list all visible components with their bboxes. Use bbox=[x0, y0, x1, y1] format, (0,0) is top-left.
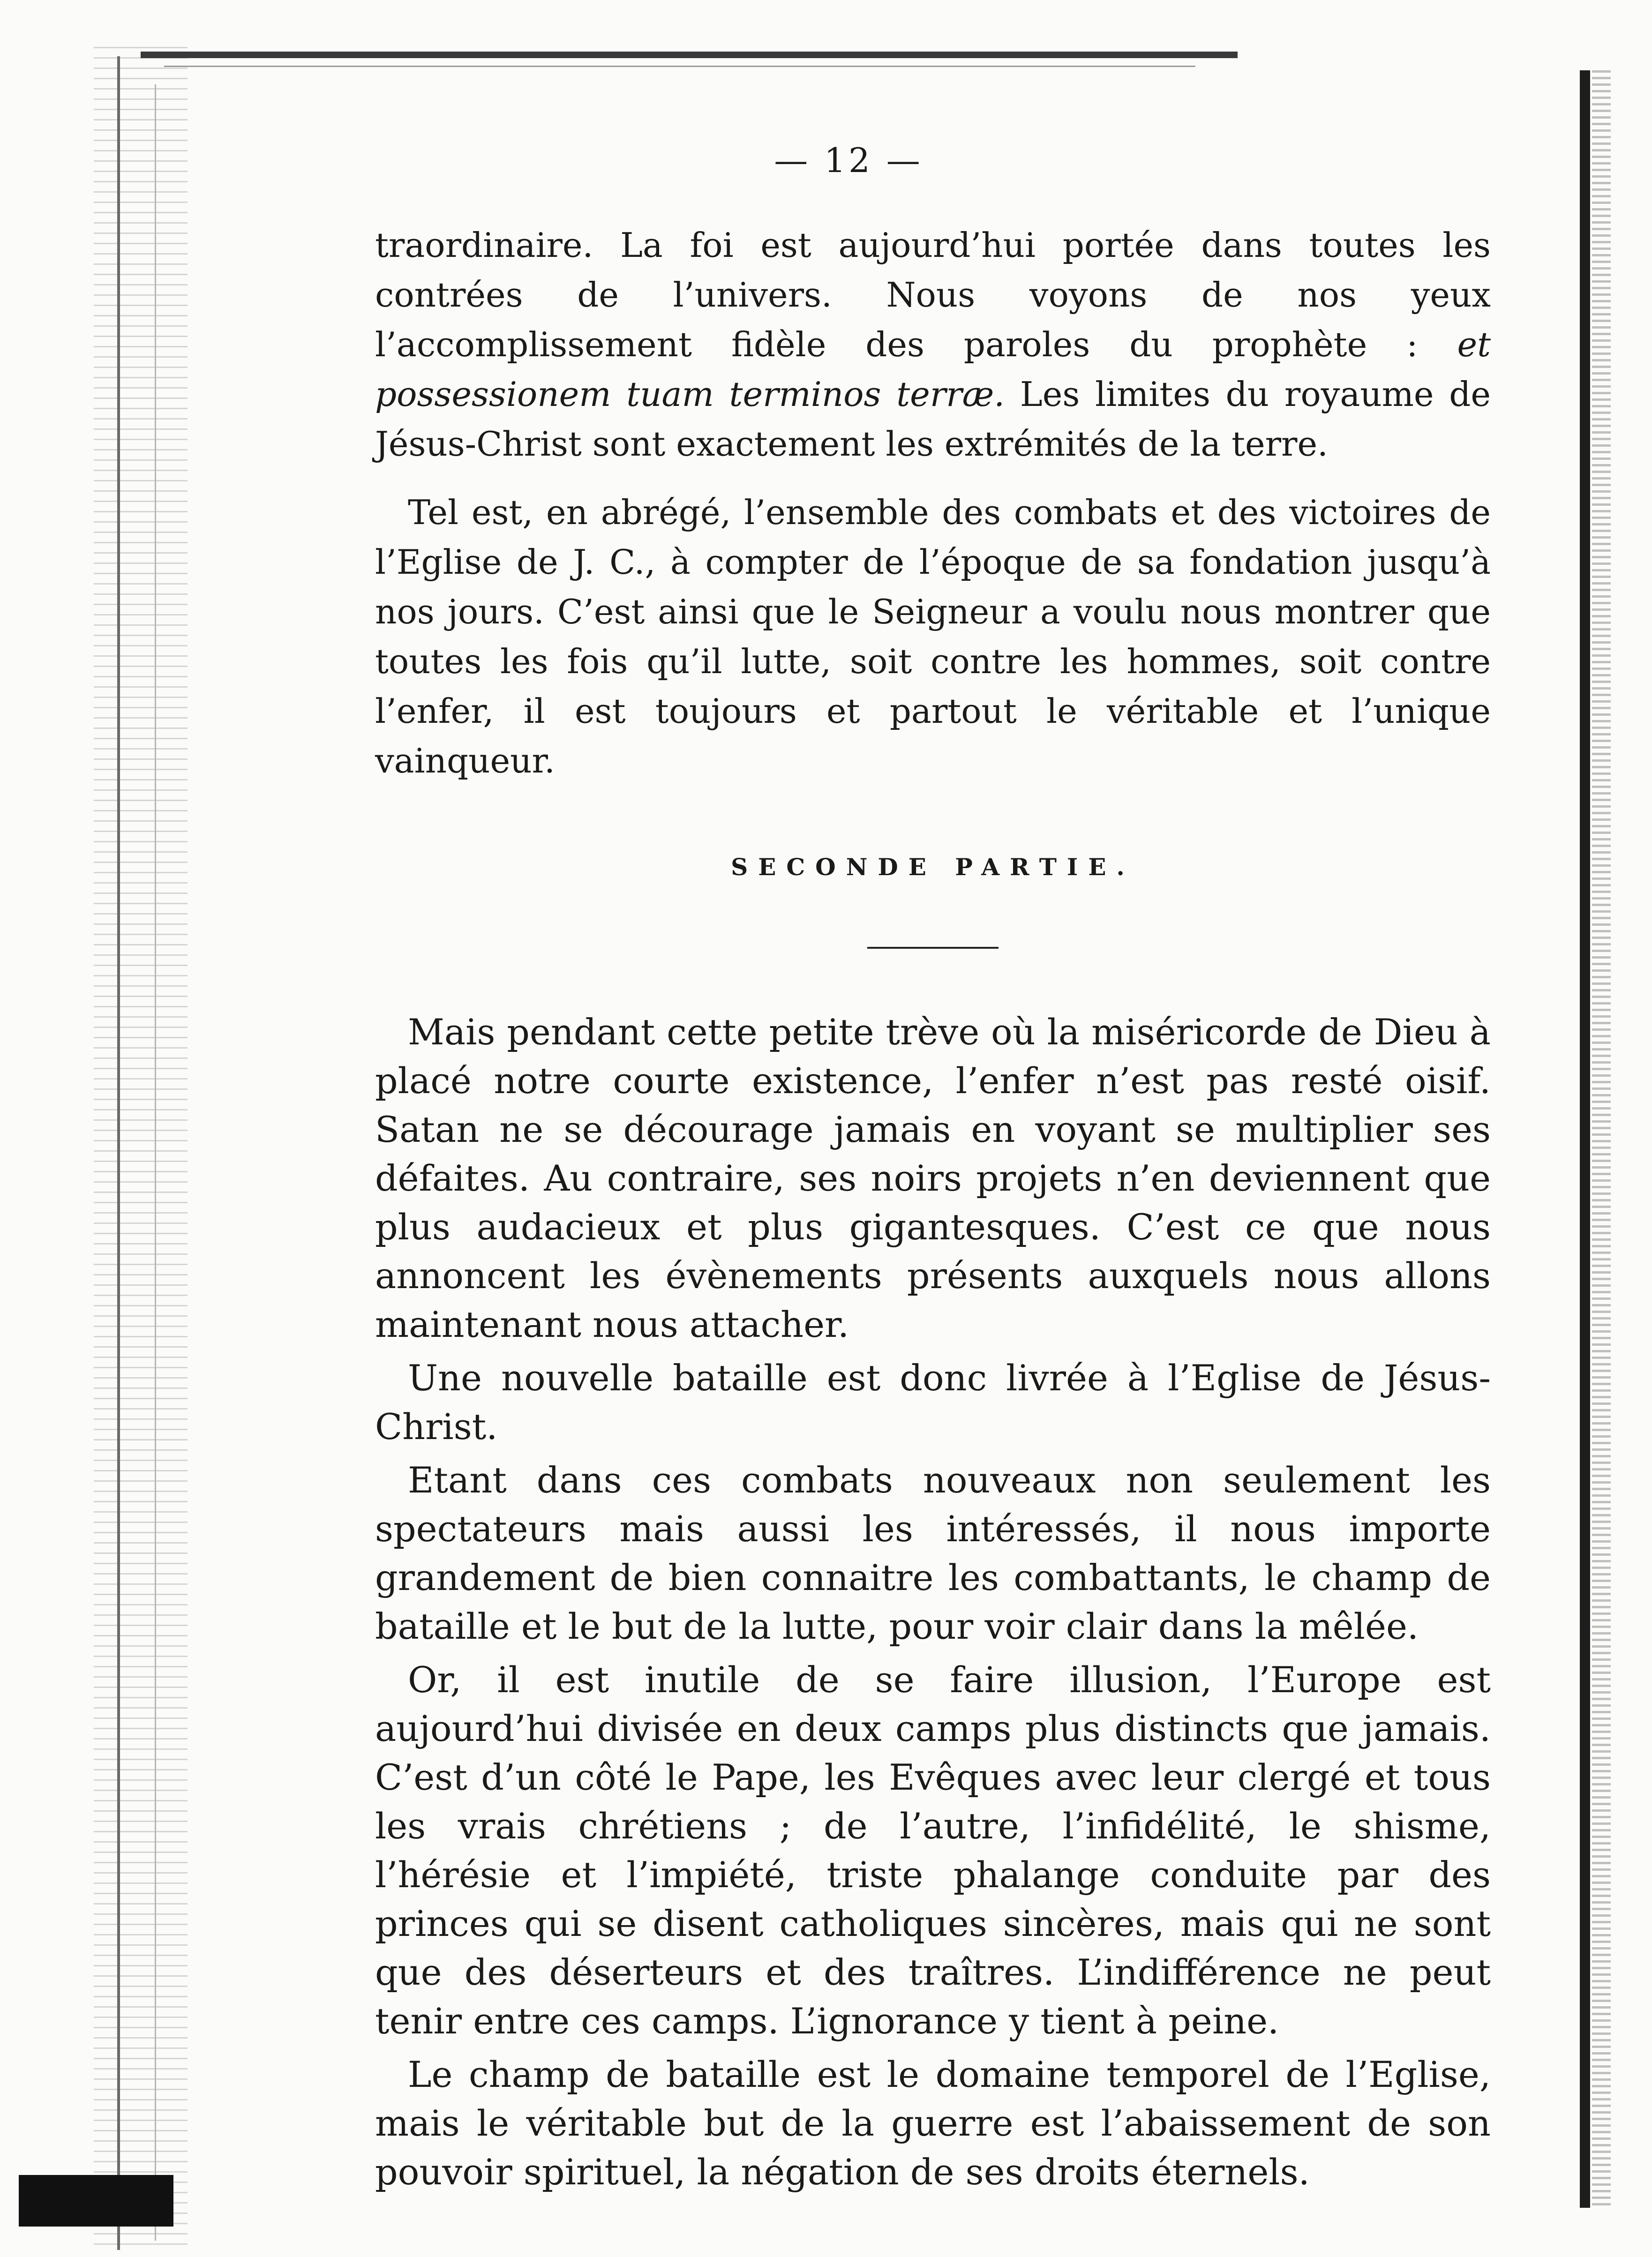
paragraph-5: Etant dans ces combats nouveaux non seulement les spectateurs mais aussi les intéressés, il nous importe grandement de bien connaitre les combattants, le champ de bataille et le but de la lutte, pour voir clair dans la mêlée. bbox=[375, 1459, 1491, 1647]
paragraph-4: Une nouvelle bataille est donc livrée à l’Eglise de Jésus-Christ. bbox=[375, 1357, 1491, 1447]
paragraph-continuation bbox=[375, 220, 1491, 469]
paragraph-1 bbox=[375, 220, 1491, 469]
right-scan-bar bbox=[1580, 70, 1590, 2208]
right-scan-texture bbox=[1592, 70, 1611, 2208]
paragraph-summary bbox=[375, 487, 1491, 786]
paragraph-7: Le champ de bataille est le domaine temporel de l’Eglise, mais le véritable but de la guerre est l’abaissement de son pouvoir spirituel, la négation de ses droits éternels. bbox=[375, 2054, 1491, 2193]
bottom-scan-blot bbox=[19, 2175, 173, 2227]
paragraph-1-text: traordinaire. La foi est aujourd’hui portée dans toutes les contrées de l’univers. Nous voyons de nos yeux l’accomplissement fidèle des paroles du prophète : bbox=[375, 225, 1491, 364]
left-scan-line bbox=[117, 56, 120, 2250]
left-scan-edge bbox=[94, 47, 188, 2250]
paragraph-3: Mais pendant cette petite trève où la miséricorde de Dieu à placé notre courte existence, l’enfer n’est pas resté oisif. Satan ne se décourage jamais en voyant se multiplier ses défaites. Au contraire, ses noirs projets n’en deviennent que plus audacieux et plus gigantesques. C’est ce que nous annoncent les évènements présents auxquels nous allons maintenant nous attacher. bbox=[375, 1011, 1491, 1345]
page-number: — 12 — bbox=[774, 141, 923, 180]
second-part-body bbox=[375, 1008, 1491, 2201]
section-heading: SECONDE PARTIE. bbox=[731, 853, 1135, 881]
paragraph-6: Or, il est inutile de se faire illusion, l’Europe est aujourd’hui divisée en deux camps plus distincts que jamais. C’est d’un côté le Pape, les Evêques avec leur clergé et tous les vrais chrétiens ; de l’autre, l’infidélité, le shisme, l’hérésie et l’impiété, triste phalange conduite par des princes qui se disent catholiques sincères, mais qui ne sont que des déserteurs et des traîtres. L’indifférence ne peut tenir entre ces camps. L’ignorance y tient à peine. bbox=[375, 1659, 1491, 2042]
top-scan-rule-thin bbox=[164, 66, 1195, 67]
top-scan-rule bbox=[141, 52, 1238, 58]
left-scan-line-faint bbox=[155, 84, 156, 2241]
paragraph-2: Tel est, en abrégé, l’ensemble des combats et des victoires de l’Eglise de J. C., à compter de l’époque de sa fondation jusqu’à nos jours. C’est ainsi que le Seigneur a voulu nous montrer que toutes les fois qu’il lutte, soit contre les hommes, soit contre l’enfer, il est toujours et partout le véritable et l’unique vainqueur. bbox=[375, 493, 1491, 780]
paragraph-1-end: Les limites du royaume de Jésus-Christ sont exactement les extrémités de la terre. bbox=[375, 375, 1491, 464]
latin-quote: et possessionem tuam terminos terræ. bbox=[375, 325, 1491, 414]
section-divider bbox=[867, 947, 999, 949]
